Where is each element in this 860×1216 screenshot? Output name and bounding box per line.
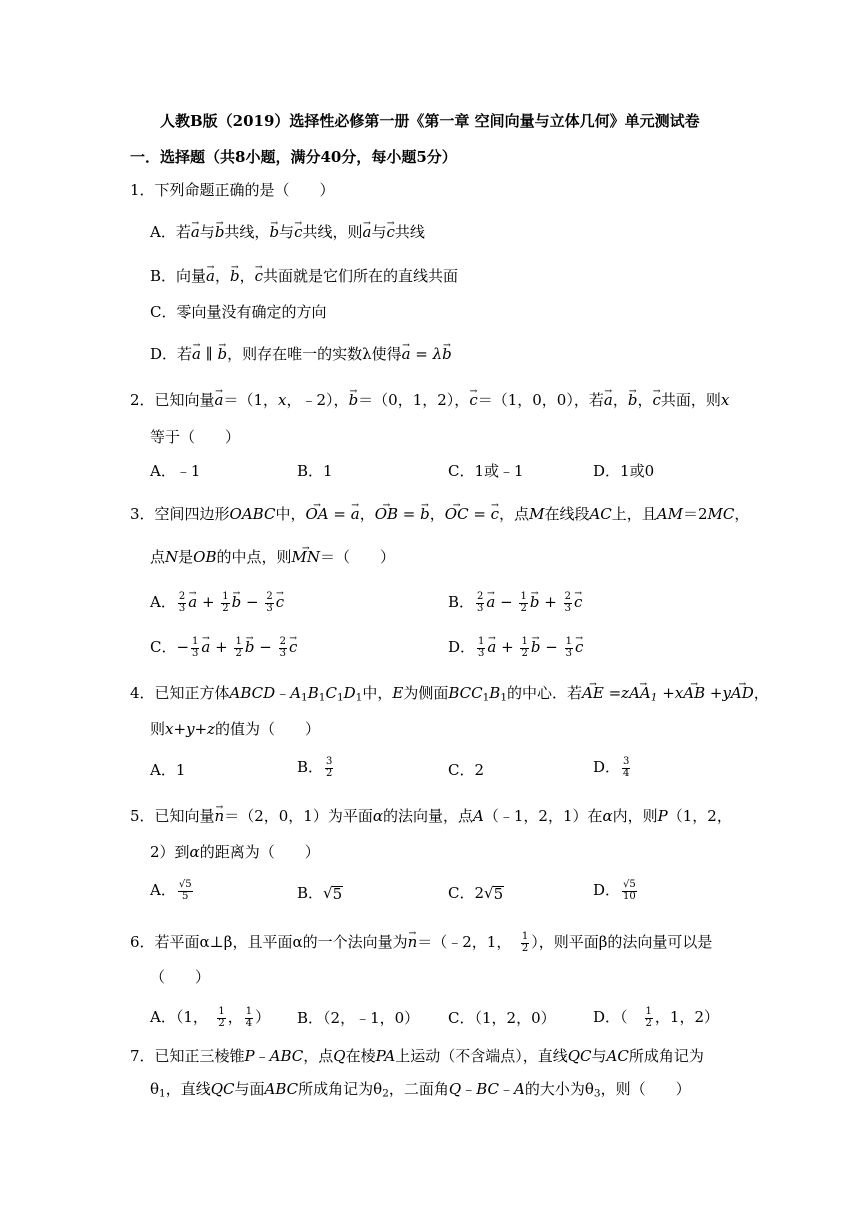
question-3-option-d: D． $\frac{1}{3}$ → a + $\frac{1}{2}$ → b − $\frac{1}{3}$ → c [448, 637, 583, 659]
question-4-option-d: D． $\frac{3}{4}$ [593, 756, 630, 779]
question-1-option-d: D．若→ a ∥ → b，则存在唯一的实数λ使得→ a = λ→ b [150, 347, 452, 362]
question-3-option-a: A． $\frac{2}{3}$ → a + $\frac{1}{2}$ → b − $\frac{2}{3}$ → c [150, 592, 284, 614]
question-5-option-b: B． √ 5 [297, 884, 343, 903]
question-4-line-2: 则x+y+z的值为（ ） [150, 720, 321, 738]
question-2-option-c: C．1或﹣1 [448, 462, 524, 480]
question-5-line-2: 2）到α的距离为（ ） [150, 843, 320, 861]
question-2-option-a: A．﹣1 [150, 462, 201, 480]
question-4-option-a: A．1 [150, 761, 186, 779]
question-2-line-1: 2．已知向量→ a＝（1，x，﹣2），→ b＝（0，1，2），→ c＝（1，0，0），若→ a，→ b，→ c共面，则x [130, 393, 729, 408]
question-6-option-c: C．（1，2，0） [448, 1009, 556, 1027]
question-1-stem: 1．下列命题正确的是（ ） [130, 181, 335, 199]
question-4-line-1: 4．已知正方体$ABCD﹣A_1B_1C_1D_1$中，E为侧面$BCC_1B_1$的中心．若→ AE $=z\to AA_1 +x\to$ AB +y→ AD， [130, 686, 769, 703]
question-2-option-b: B．1 [297, 462, 333, 480]
question-6-line-1: 6．若平面α⊥β，且平面α的一个法向量为→ n＝（﹣2，1， $\frac{1}{2}$ ），则平面β的法向量可以是 [130, 932, 712, 954]
question-1-option-b: B．向量→ a，→ b，→ c共面就是它们所在的直线共面 [150, 269, 458, 284]
question-5-line-1: 5．已知向量→ n＝（2，0，1）为平面α的法向量，点A（﹣1，2，1）在α内，则P（1，2， [130, 809, 732, 824]
question-3-line-2: 点N是OB的中点，则→ MN＝（ ） [150, 550, 395, 565]
question-2-line-2: 等于（ ） [150, 428, 241, 446]
question-4-option-c: C．2 [448, 761, 485, 779]
question-6-line-2: （ ） [150, 968, 211, 986]
question-5-option-a: A． $\frac{√5}{5}$ [150, 879, 192, 902]
question-5-option-d: D． $\frac{√5}{10}$ [593, 879, 636, 902]
question-6-option-a: A．（1， $\frac{1}{2}$ ， $\frac{1}{4}$ ） [150, 1006, 271, 1029]
question-3-option-c: C．− $\frac{1}{3}$ → a + $\frac{1}{2}$ → b − $\frac{2}{3}$ → c [150, 637, 297, 659]
question-7-line-2: $\theta_1$，直线QC与面ABC所成角记为$\theta_2$，二面角Q﹣BC﹣A的大小为$\theta_3$，则（ ） [150, 1080, 691, 1100]
question-6-option-d: D．（ $\frac{1}{2}$ ，1，2） [593, 1006, 719, 1029]
section-heading: 一．选择题（共8小题，满分40分，每小题5分） [130, 148, 457, 166]
question-1-option-a: A．若→ a与→ b共线，→ b与→ c共线，则→ a与→ c共线 [150, 225, 425, 240]
question-2-option-d: D．1或0 [593, 462, 655, 480]
question-5-option-c: C．2 √ 5 [448, 884, 504, 903]
question-3-line-1: 3．空间四边形OABC中，→ OA = → a，→ OB = → b，→ OC = → c，点M在线段AC上，且AM＝2MC， [130, 507, 749, 522]
question-4-option-b: B． $\frac{3}{2}$ [297, 756, 333, 779]
question-1-option-c: C．零向量没有确定的方向 [150, 303, 327, 321]
paper-title: 人教B版（2019）选择性必修第一册《第一章 空间向量与立体几何》单元测试卷 [160, 112, 700, 130]
question-3-option-b: B． $\frac{2}{3}$ → a − $\frac{1}{2}$ → b + $\frac{2}{3}$ → c [448, 592, 582, 614]
question-6-option-b: B．（2，﹣1，0） [297, 1009, 420, 1027]
question-7-line-1: 7．已知正三棱锥P﹣ABC，点Q在棱PA上运动（不含端点），直线QC与AC所成角记为 [130, 1047, 704, 1065]
